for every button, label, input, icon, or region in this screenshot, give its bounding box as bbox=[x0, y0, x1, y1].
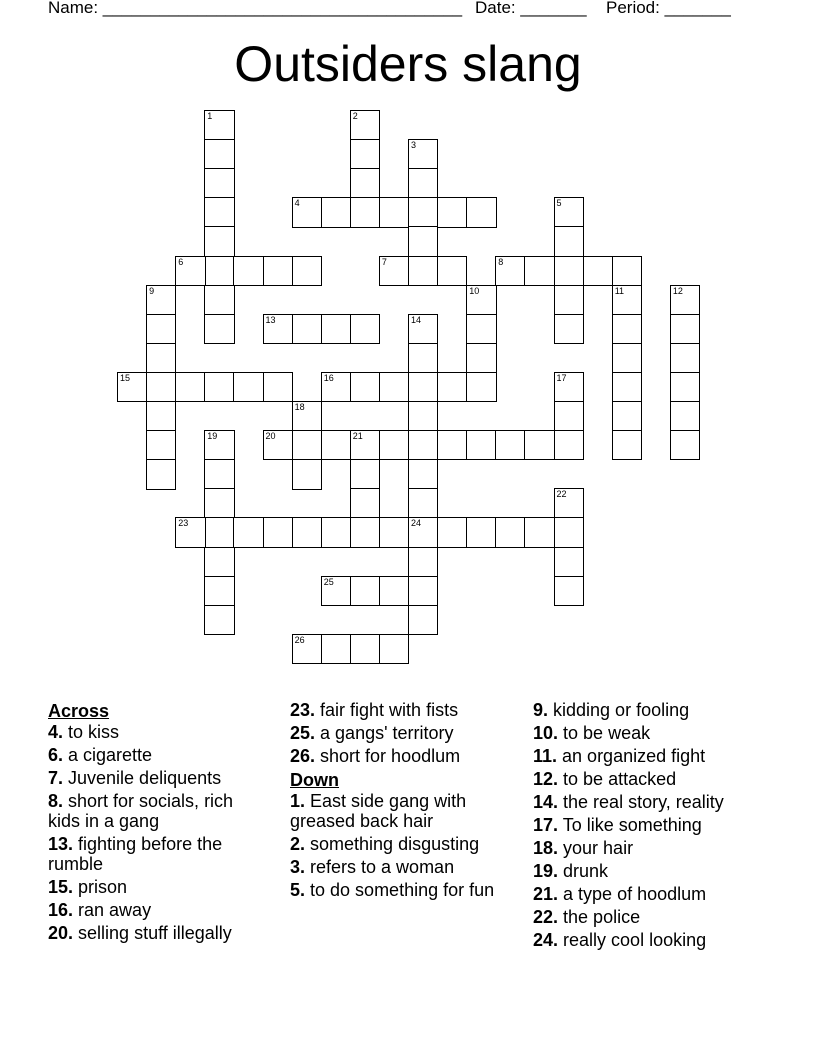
grid-cell[interactable] bbox=[670, 401, 700, 431]
grid-cell[interactable] bbox=[466, 285, 496, 315]
grid-cell[interactable] bbox=[466, 517, 496, 547]
grid-cell[interactable] bbox=[204, 285, 234, 315]
grid-cell[interactable] bbox=[350, 517, 380, 547]
name-field[interactable]: Name: ______________________________________ bbox=[48, 0, 463, 17]
grid-cell[interactable] bbox=[292, 314, 322, 344]
grid-cell[interactable] bbox=[612, 256, 642, 286]
clue-number: 16 bbox=[323, 372, 334, 383]
clue-number: 8 bbox=[498, 256, 504, 267]
grid-cell[interactable] bbox=[612, 285, 642, 315]
across-clue bbox=[290, 700, 505, 720]
clue-num: 23. bbox=[290, 700, 316, 720]
grid-cell[interactable] bbox=[408, 168, 438, 198]
grid-cell[interactable] bbox=[350, 634, 380, 664]
grid-cell[interactable] bbox=[583, 256, 613, 286]
clue-number: 12 bbox=[672, 285, 683, 296]
grid-cell[interactable] bbox=[321, 634, 351, 664]
grid-cell[interactable] bbox=[408, 488, 438, 518]
down-clue bbox=[533, 907, 773, 927]
grid-cell[interactable] bbox=[350, 139, 380, 169]
clue-num: 9. bbox=[533, 700, 549, 720]
grid-cell[interactable] bbox=[350, 197, 380, 227]
clue-text: selling stuff illegally bbox=[73, 923, 232, 943]
clue-text: the police bbox=[558, 907, 641, 927]
grid-cell[interactable] bbox=[408, 605, 438, 635]
grid-cell[interactable] bbox=[437, 430, 467, 460]
grid-cell[interactable] bbox=[292, 459, 322, 489]
clue-num: 21. bbox=[533, 884, 559, 904]
page-title: Outsiders slang bbox=[234, 36, 582, 92]
grid-cell[interactable] bbox=[146, 314, 176, 344]
grid-cell[interactable] bbox=[495, 430, 525, 460]
down-clue bbox=[533, 861, 773, 881]
clue-num: 7. bbox=[48, 768, 64, 788]
clue-column-2 bbox=[290, 700, 505, 903]
clue-number: 4 bbox=[294, 198, 300, 209]
clue-number: 23 bbox=[178, 518, 189, 529]
clue-num: 1. bbox=[290, 791, 306, 811]
grid-cell[interactable] bbox=[466, 197, 496, 227]
grid-cell[interactable] bbox=[554, 314, 584, 344]
grid-cell[interactable] bbox=[554, 547, 584, 577]
grid-cell[interactable] bbox=[524, 256, 554, 286]
clue-num: 13. bbox=[48, 834, 74, 854]
clue-number: 14 bbox=[411, 314, 422, 325]
clue-text: to be weak bbox=[558, 723, 651, 743]
clue-text: a type of hoodlum bbox=[558, 884, 707, 904]
grid-cell[interactable] bbox=[554, 197, 584, 227]
clue-number: 25 bbox=[323, 576, 334, 587]
clue-num: 11. bbox=[533, 746, 558, 766]
clue-num: 24. bbox=[533, 930, 559, 950]
clue-text: short for socials, rich kids in a gang bbox=[48, 791, 234, 831]
grid-cell[interactable] bbox=[554, 517, 584, 547]
grid-cell[interactable] bbox=[408, 372, 438, 402]
grid-cell[interactable] bbox=[175, 256, 205, 286]
grid-cell[interactable] bbox=[204, 197, 234, 227]
grid-cell[interactable] bbox=[117, 372, 147, 402]
grid-cell[interactable] bbox=[554, 488, 584, 518]
down-clue bbox=[290, 880, 505, 900]
down-heading: Down bbox=[290, 770, 339, 790]
grid-cell[interactable] bbox=[146, 285, 176, 315]
clue-number: 26 bbox=[294, 634, 305, 645]
clue-num: 8. bbox=[48, 791, 64, 811]
clue-number: 7 bbox=[381, 256, 387, 267]
grid-cell[interactable] bbox=[554, 372, 584, 402]
grid-cell[interactable] bbox=[204, 430, 234, 460]
grid-cell[interactable] bbox=[146, 343, 176, 373]
grid-cell[interactable] bbox=[204, 517, 234, 547]
clue-text: refers to a woman bbox=[305, 857, 455, 877]
grid-cell[interactable] bbox=[204, 110, 234, 140]
grid-cell[interactable] bbox=[670, 343, 700, 373]
grid-cell[interactable] bbox=[233, 256, 263, 286]
clue-text: a gangs' territory bbox=[315, 723, 454, 743]
clue-num: 17. bbox=[533, 815, 559, 835]
across-clue bbox=[48, 768, 268, 788]
grid-cell[interactable] bbox=[350, 488, 380, 518]
clue-text: drunk bbox=[558, 861, 609, 881]
across-clue bbox=[48, 877, 268, 897]
down-clue bbox=[533, 769, 773, 789]
across-clue bbox=[48, 722, 268, 742]
across-clue bbox=[48, 900, 268, 920]
grid-cell[interactable] bbox=[321, 314, 351, 344]
grid-cell[interactable] bbox=[350, 110, 380, 140]
grid-cell[interactable] bbox=[204, 226, 234, 256]
clue-number: 2 bbox=[352, 111, 358, 121]
grid-cell[interactable] bbox=[292, 517, 322, 547]
grid-cell[interactable] bbox=[321, 430, 351, 460]
clue-number: 11 bbox=[614, 285, 625, 296]
grid-cell[interactable] bbox=[437, 517, 467, 547]
grid-cell[interactable] bbox=[612, 430, 642, 460]
clue-number: 17 bbox=[556, 372, 567, 383]
clue-num: 25. bbox=[290, 723, 316, 743]
period-field[interactable]: Period: _______ bbox=[606, 0, 731, 17]
grid-cell[interactable] bbox=[466, 372, 496, 402]
grid-cell[interactable] bbox=[495, 517, 525, 547]
grid-cell[interactable] bbox=[466, 314, 496, 344]
grid-cell[interactable] bbox=[292, 197, 322, 227]
grid-cell[interactable] bbox=[146, 372, 176, 402]
down-clue bbox=[533, 700, 773, 720]
grid-cell[interactable] bbox=[612, 343, 642, 373]
clue-number: 13 bbox=[265, 314, 276, 325]
clue-num: 12. bbox=[533, 769, 559, 789]
clue-number: 20 bbox=[265, 431, 276, 442]
grid-cell[interactable] bbox=[379, 256, 409, 286]
grid-cell[interactable] bbox=[233, 517, 263, 547]
across-heading: Across bbox=[48, 701, 110, 721]
grid-cell[interactable] bbox=[263, 517, 293, 547]
grid-cell[interactable] bbox=[612, 372, 642, 402]
grid-cell[interactable] bbox=[204, 488, 234, 518]
grid-cell[interactable] bbox=[321, 372, 351, 402]
grid-cell[interactable] bbox=[466, 343, 496, 373]
grid-cell[interactable] bbox=[204, 605, 234, 635]
down-clue bbox=[533, 930, 773, 950]
grid-cell[interactable] bbox=[466, 430, 496, 460]
grid-cell[interactable] bbox=[321, 197, 351, 227]
grid-cell[interactable] bbox=[292, 401, 322, 431]
clue-number: 19 bbox=[207, 431, 218, 442]
clue-number: 22 bbox=[556, 489, 567, 500]
clue-text: ran away bbox=[73, 900, 152, 920]
grid-cell[interactable] bbox=[554, 256, 584, 286]
grid-cell[interactable] bbox=[437, 197, 467, 227]
grid-cell[interactable] bbox=[379, 517, 409, 547]
clue-column-3 bbox=[533, 700, 773, 953]
grid-cell[interactable] bbox=[408, 401, 438, 431]
grid-cell[interactable] bbox=[670, 314, 700, 344]
grid-cell[interactable] bbox=[292, 634, 322, 664]
grid-cell[interactable] bbox=[408, 314, 438, 344]
clue-number: 5 bbox=[556, 198, 562, 209]
clue-num: 26. bbox=[290, 746, 316, 766]
grid-cell[interactable] bbox=[350, 372, 380, 402]
grid-cell[interactable] bbox=[670, 372, 700, 402]
grid-cell[interactable] bbox=[408, 197, 438, 227]
across-clue bbox=[290, 746, 505, 766]
grid-cell[interactable] bbox=[524, 430, 554, 460]
clue-text: the real story, reality bbox=[558, 792, 724, 812]
grid-cell[interactable] bbox=[670, 430, 700, 460]
clue-text: really cool looking bbox=[558, 930, 707, 950]
grid-cell[interactable] bbox=[350, 168, 380, 198]
clue-number: 9 bbox=[149, 285, 155, 296]
clue-text: fighting before the rumble bbox=[48, 834, 223, 874]
grid-cell[interactable] bbox=[146, 401, 176, 431]
grid-cell[interactable] bbox=[554, 576, 584, 606]
down-clue bbox=[533, 746, 773, 766]
clue-column-1 bbox=[48, 700, 268, 946]
clue-text: East side gang with greased back hair bbox=[290, 791, 467, 831]
across-clue bbox=[48, 791, 268, 831]
clue-number: 6 bbox=[178, 256, 184, 267]
grid-cell[interactable] bbox=[670, 285, 700, 315]
clue-num: 16. bbox=[48, 900, 74, 920]
grid-cell[interactable] bbox=[204, 459, 234, 489]
grid-cell[interactable] bbox=[204, 547, 234, 577]
grid-cell[interactable] bbox=[408, 430, 438, 460]
clue-text: fair fight with fists bbox=[315, 700, 459, 720]
grid-cell[interactable] bbox=[612, 314, 642, 344]
grid-cell[interactable] bbox=[263, 314, 293, 344]
grid-cell[interactable] bbox=[495, 256, 525, 286]
grid-cell[interactable] bbox=[204, 576, 234, 606]
grid-cell[interactable] bbox=[204, 314, 234, 344]
across-clue bbox=[48, 834, 268, 874]
grid-cell[interactable] bbox=[233, 372, 263, 402]
grid-cell[interactable] bbox=[292, 430, 322, 460]
grid-cell[interactable] bbox=[204, 256, 234, 286]
clue-num: 15. bbox=[48, 877, 74, 897]
grid-cell[interactable] bbox=[379, 372, 409, 402]
down-clue bbox=[533, 838, 773, 858]
clue-text: to kiss bbox=[63, 722, 120, 742]
grid-cell[interactable] bbox=[350, 459, 380, 489]
grid-cell[interactable] bbox=[437, 256, 467, 286]
across-clue bbox=[48, 745, 268, 765]
clue-text: to be attacked bbox=[558, 769, 677, 789]
grid-cell[interactable] bbox=[408, 576, 438, 606]
grid-cell[interactable] bbox=[408, 547, 438, 577]
clue-text: something disgusting bbox=[305, 834, 480, 854]
grid-cell[interactable] bbox=[408, 459, 438, 489]
clue-num: 18. bbox=[533, 838, 559, 858]
down-clue bbox=[290, 791, 505, 831]
grid-cell[interactable] bbox=[554, 285, 584, 315]
grid-cell[interactable] bbox=[146, 430, 176, 460]
grid-cell[interactable] bbox=[408, 256, 438, 286]
clue-num: 19. bbox=[533, 861, 559, 881]
grid-cell[interactable] bbox=[146, 459, 176, 489]
clue-number: 3 bbox=[411, 140, 417, 151]
across-clue bbox=[48, 923, 268, 943]
clue-number: 1 bbox=[207, 111, 213, 121]
grid-cell[interactable] bbox=[350, 314, 380, 344]
clue-num: 22. bbox=[533, 907, 559, 927]
grid-cell[interactable] bbox=[263, 372, 293, 402]
clue-number: 15 bbox=[120, 372, 131, 383]
across-clue bbox=[290, 723, 505, 743]
grid-cell[interactable] bbox=[379, 634, 409, 664]
clue-text: your hair bbox=[558, 838, 634, 858]
clue-text: To like something bbox=[558, 815, 702, 835]
clue-text: a cigarette bbox=[63, 745, 153, 765]
clue-text: prison bbox=[73, 877, 128, 897]
grid-cell[interactable] bbox=[350, 576, 380, 606]
grid-cell[interactable] bbox=[408, 343, 438, 373]
grid-cell[interactable] bbox=[292, 256, 322, 286]
grid-cell[interactable] bbox=[175, 517, 205, 547]
grid-cell[interactable] bbox=[437, 372, 467, 402]
down-clue bbox=[533, 884, 773, 904]
clue-text: an organized fight bbox=[557, 746, 706, 766]
clue-num: 20. bbox=[48, 923, 74, 943]
clue-num: 10. bbox=[533, 723, 559, 743]
clue-number: 24 bbox=[411, 518, 422, 529]
grid-cell[interactable] bbox=[554, 226, 584, 256]
clue-number: 21 bbox=[352, 431, 363, 442]
clue-num: 3. bbox=[290, 857, 306, 877]
clue-num: 2. bbox=[290, 834, 306, 854]
grid-cell[interactable] bbox=[408, 226, 438, 256]
grid-cell[interactable] bbox=[554, 430, 584, 460]
clue-text: kidding or fooling bbox=[548, 700, 690, 720]
clue-num: 14. bbox=[533, 792, 559, 812]
grid-cell[interactable] bbox=[350, 430, 380, 460]
grid-cell[interactable] bbox=[321, 576, 351, 606]
grid-cell[interactable] bbox=[263, 256, 293, 286]
grid-cell[interactable] bbox=[379, 576, 409, 606]
grid-cell[interactable] bbox=[379, 197, 409, 227]
down-clue bbox=[533, 815, 773, 835]
clue-number: 18 bbox=[294, 402, 305, 412]
grid-cell[interactable] bbox=[408, 517, 438, 547]
clue-number: 10 bbox=[469, 285, 480, 296]
grid-cell[interactable] bbox=[204, 168, 234, 198]
grid-cell[interactable] bbox=[612, 401, 642, 431]
clue-text: Juvenile deliquents bbox=[63, 768, 222, 788]
grid-cell[interactable] bbox=[204, 139, 234, 169]
down-clue bbox=[290, 857, 505, 877]
clue-text: to do something for fun bbox=[305, 880, 495, 900]
grid-cell[interactable] bbox=[321, 517, 351, 547]
down-clue bbox=[290, 834, 505, 854]
down-clue bbox=[533, 723, 773, 743]
grid-cell[interactable] bbox=[554, 401, 584, 431]
grid-cell[interactable] bbox=[379, 430, 409, 460]
grid-cell[interactable] bbox=[175, 372, 205, 402]
down-clue bbox=[533, 792, 773, 812]
clue-num: 6. bbox=[48, 745, 64, 765]
clue-num: 4. bbox=[48, 722, 64, 742]
clue-text: short for hoodlum bbox=[315, 746, 461, 766]
clue-num: 5. bbox=[290, 880, 306, 900]
grid-cell[interactable] bbox=[204, 372, 234, 402]
date-field[interactable]: Date: _______ bbox=[475, 0, 587, 17]
grid-cell[interactable] bbox=[408, 139, 438, 169]
grid-cell[interactable] bbox=[524, 517, 554, 547]
grid-cell[interactable] bbox=[263, 430, 293, 460]
